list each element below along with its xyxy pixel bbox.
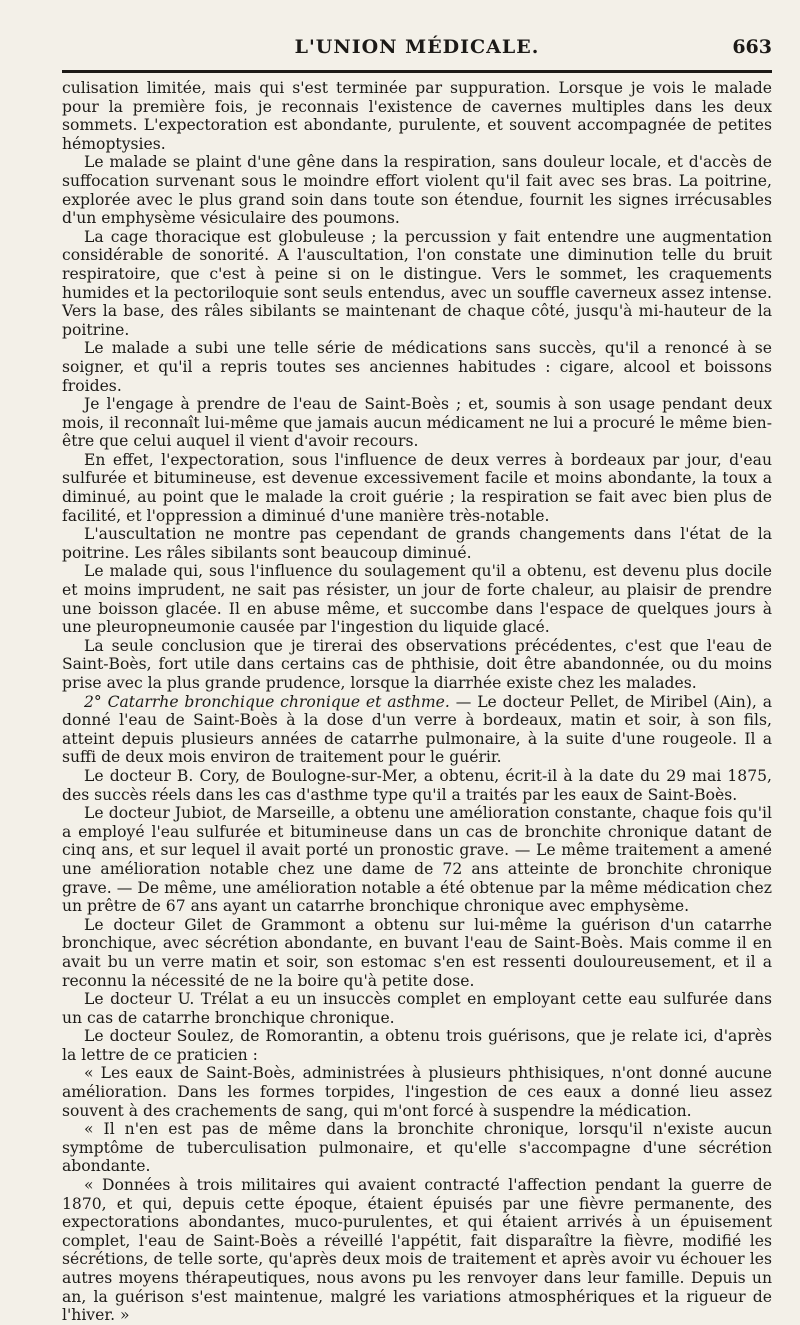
paragraph: Le malade se plaint d'une gêne dans la respiration, sans douleur locale, et d'accès de suffocation survenant sous le moindre effort violent qu'il fait avec ses bras. La poitrine, explorée avec le plus grand soin dans toute son étendue, fournit les signes irrécusables d'un emphysème vésiculaire des poumons.	[62, 153, 772, 228]
section-paragraph	[62, 693, 772, 767]
paragraph: L'auscultation ne montre pas cependant de grands changements dans l'état de la poitrine. Les râles sibilants sont beaucoup diminué.	[62, 525, 772, 562]
paragraph: Le docteur Jubiot, de Marseille, a obtenu une amélioration constante, chaque fois qu'il a employé l'eau sulfurée et bitumineuse dans un cas de bronchite chronique datant de cinq ans, et sur lequel il avait porté un pronostic grave. — Le même traitement a amené une amélioration notable chez une dame de 72 ans atteinte de bronchite chronique grave. — De même, une amélioration notable a été obtenue par la même médication chez un prêtre de 67 ans ayant un catarrhe bronchique chronique avec emphysème.	[62, 804, 772, 916]
quote-paragraph: « Données à trois militaires qui avaient contracté l'affection pendant la guerre de 1870, et qui, depuis cette époque, étaient épuisés par une fièvre permanente, des expectorations abondantes, muco-purulentes, et qui étaient arrivés à un épuisement complet, l'eau de Saint-Boès a réveillé l'appétit, fait disparaître la fièvre, modifié les sécrétions, de telle sorte, qu'après deux mois de traitement et après avoir vu échouer les autres moyens thérapeutiques, nous avons pu les renvoyer dans leur famille. Depuis un an, la guérison s'est maintenue, malgré les variations atmosphériques et la rigueur de l'hiver. »	[62, 1176, 772, 1325]
section-heading: 2° Catarrhe bronchique chronique et asthme.	[84, 692, 450, 711]
body-text	[62, 79, 772, 1325]
running-title: L'UNION MÉDICALE.	[294, 36, 540, 58]
paragraph: En effet, l'expectoration, sous l'influence de deux verres à bordeaux par jour, d'eau sulfurée et bitumineuse, est devenue excessivement facile et moins abondante, la toux a diminué, au point que le malade la croit guérie ; la respiration se fait avec bien plus de facilité, et l'oppression a diminué d'une manière très-notable.	[62, 450, 772, 525]
page-header	[62, 36, 772, 73]
quote-paragraph: « Les eaux de Saint-Boès, administrées à plusieurs phthisiques, n'ont donné aucune amélioration. Dans les formes torpides, l'ingestion de ces eaux a donné lieu assez souvent à des crachements de sang, qui m'ont forcé à suspendre la médication.	[62, 1064, 772, 1120]
paragraph: Je l'engage à prendre de l'eau de Saint-Boès ; et, soumis à son usage pendant deux mois, il reconnaît lui-même que jamais aucun médicament ne lui a procuré le même bien-être que celui auquel il vient d'avoir recours.	[62, 395, 772, 451]
paragraph: Le docteur U. Trélat a eu un insuccès complet en employant cette eau sulfurée dans un cas de catarrhe bronchique chronique.	[62, 990, 772, 1027]
paragraph: La cage thoracique est globuleuse ; la percussion y fait entendre une augmentation considérable de sonorité. A l'auscultation, l'on constate une diminution telle du bruit respiratoire, que c'est à peine si on le distingue. Vers le sommet, les craquements humides et la pectoriloquie sont seuls entendus, avec un souffle caverneux assez intense. Vers la base, des râles sibilants se maintenant de chaque côté, jusqu'à mi-hauteur de la poitrine.	[62, 227, 772, 339]
paragraph: Le docteur Gilet de Grammont a obtenu sur lui-même la guérison d'un catarrhe bronchique, avec sécrétion abondante, en buvant l'eau de Saint-Boès. Mais comme il en avait bu un verre matin et soir, son estomac s'en est ressenti douloureusement, et il a reconnu la nécessité de ne la boire qu'à petite dose.	[62, 915, 772, 990]
page-number: 663	[732, 36, 772, 58]
paragraph: Le docteur B. Cory, de Boulogne-sur-Mer, a obtenu, écrit-il à la date du 29 mai 1875, des succès réels dans les cas d'asthme type qu'il a traités par les eaux de Saint-Boès.	[62, 766, 772, 804]
quote-paragraph: « Il n'en est pas de même dans la bronchite chronique, lorsqu'il n'existe aucun symptôme de tuberculisation pulmonaire, et qu'elle s'accompagne d'une sécrétion abondante.	[62, 1120, 772, 1176]
paragraph: Le docteur Soulez, de Romorantin, a obtenu trois guérisons, que je relate ici, d'après la lettre de ce praticien :	[62, 1027, 772, 1064]
paragraph: culisation limitée, mais qui s'est terminée par suppuration. Lorsque je vois le malade pour la première fois, je reconnais l'existence de cavernes multiples dans les deux sommets. L'expectoration est abondante, purulente, et souvent accompagnée de petites hémoptysies.	[62, 79, 772, 153]
paragraph: Le malade qui, sous l'influence du soulagement qu'il a obtenu, est devenu plus docile et moins imprudent, ne sait pas résister, un jour de forte chaleur, au plaisir de prendre une boisson glacée. Il en abuse même, et succombe dans l'espace de quelques jours à une pleuropneumonie causée par l'ingestion du liquide glacé.	[62, 562, 772, 637]
paragraph: La seule conclusion que je tirerai des observations précédentes, c'est que l'eau de Saint-Boès, fort utile dans certains cas de phthisie, doit être abandonnée, ou du moins prise avec la plus grande prudence, lorsque la diarrhée existe chez les malades.	[62, 636, 772, 692]
paragraph: Le malade a subi une telle série de médications sans succès, qu'il a renoncé à se soigner, et qu'il a repris toutes ses anciennes habitudes : cigare, alcool et boissons froides.	[62, 339, 772, 395]
section-lead-text: — Le docteur Pellet, de Miribel (Ain), a donné l'eau de Saint-Boès à la dose d'un verre à bordeaux, matin et soir, à son fils, atteint depuis plusieurs années de catarrhe pulmonaire, à la suite d'une rougeole. Il a suffi de deux mois environ de traitement pour le guérir.	[62, 692, 773, 767]
